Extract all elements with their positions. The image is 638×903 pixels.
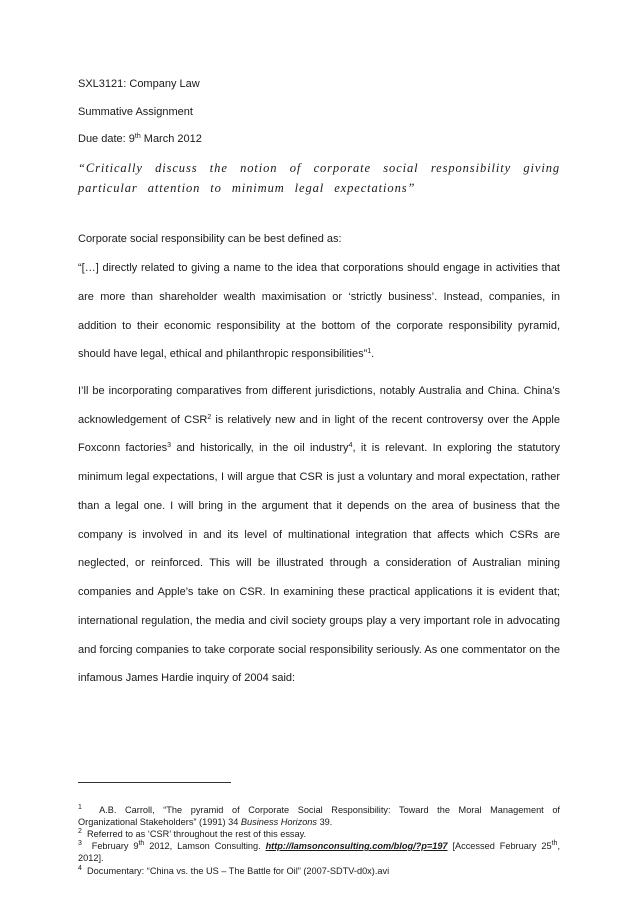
footnote-ref: 2 [207, 414, 212, 421]
footnote-ref: 1 [367, 348, 372, 355]
quote-line-last: should have legal, ethical and philanthropic responsibilities”$^1$. [78, 348, 375, 360]
footnote-ref: 3 [167, 442, 172, 449]
paragraph-line: international regulation, the media and civil society groups play a very important role in advocating [78, 615, 560, 627]
due-date: Due date: 9th March 2012 [78, 133, 202, 145]
footnote-3-cont: 2012]. [78, 853, 104, 863]
paragraph-line: infamous James Hardie inquiry of 2004 said: [78, 672, 296, 684]
quote-line: addition to their economic responsibility at the bottom of the corporate responsibility pyramid, [78, 320, 560, 332]
assignment-type: Summative Assignment [78, 106, 193, 118]
quote-line: “[…] directly related to giving a name to the idea that corporations should engage in activities that [78, 262, 560, 274]
footnote-4: $^4$ Documentary: “China vs. the US – The Battle for Oil” (2007-SDTV-d0x).avi [78, 865, 390, 876]
footnote-1-cont: Organizational Stakeholders” (1991) 34 Business Horizons 39. [78, 817, 333, 827]
paragraph-line: neglected, or reinforced. This will be illustrated through a consideration of Australian mining [78, 557, 560, 569]
course-code: SXL3121: Company Law [78, 78, 200, 90]
footnote-separator [78, 782, 231, 783]
paragraph-line: acknowledgement of CSR$^2$ is relatively new and in light of the recent controversy over the Apple [78, 414, 560, 426]
paragraph-line: company is involved in and its level of multinational integration that affects which CSRs are [78, 529, 560, 541]
intro-line: Corporate social responsibility can be best defined as: [78, 233, 342, 245]
footnote-2: $^2$ Referred to as ‘CSR’ throughout the rest of this essay. [78, 828, 307, 839]
quote-line: are more than shareholder wealth maximisation or ‘strictly business’. Instead, companies, in [78, 291, 560, 303]
paragraph-line: companies and Apple’s take on CSR. In examining these practical applications it is evident that; [78, 586, 560, 598]
footnote-ref: 4 [348, 442, 353, 449]
paragraph-line: I’ll be incorporating comparatives from different jurisdictions, notably Australia and China. China’s [78, 385, 560, 397]
footnote-link[interactable]: http://lamsonconsulting.com/blog/?p=197 [265, 841, 448, 851]
paragraph-line: Foxconn factories$^3$ and historically, in the oil industry$^4$, it is relevant. In exploring the statutory [78, 442, 561, 454]
paragraph-line: and forcing companies to take corporate social responsibility seriously. As one commentator on the [78, 644, 560, 656]
paragraph-line: minimum legal expectations, I will argue that CSR is just a voluntary and moral expectation, rather [78, 471, 560, 483]
footnote-3: $^3$ February 9th 2012, Lamson Consulting. http://lamsonconsulting.com/blog/?p=197 [Accessed February 25th, [78, 840, 561, 851]
footnote-1: $^1$ A.B. Carroll, “The pyramid of Corporate Social Responsibility: Toward the Moral Management of [78, 804, 560, 815]
paragraph-line: than a legal one. I will bring in the argument that it depends on the area of business that the [78, 500, 560, 512]
essay-title: “Critically discuss the notion of corporate social responsibility giving particular attention to minimum legal expectations” [78, 161, 560, 195]
